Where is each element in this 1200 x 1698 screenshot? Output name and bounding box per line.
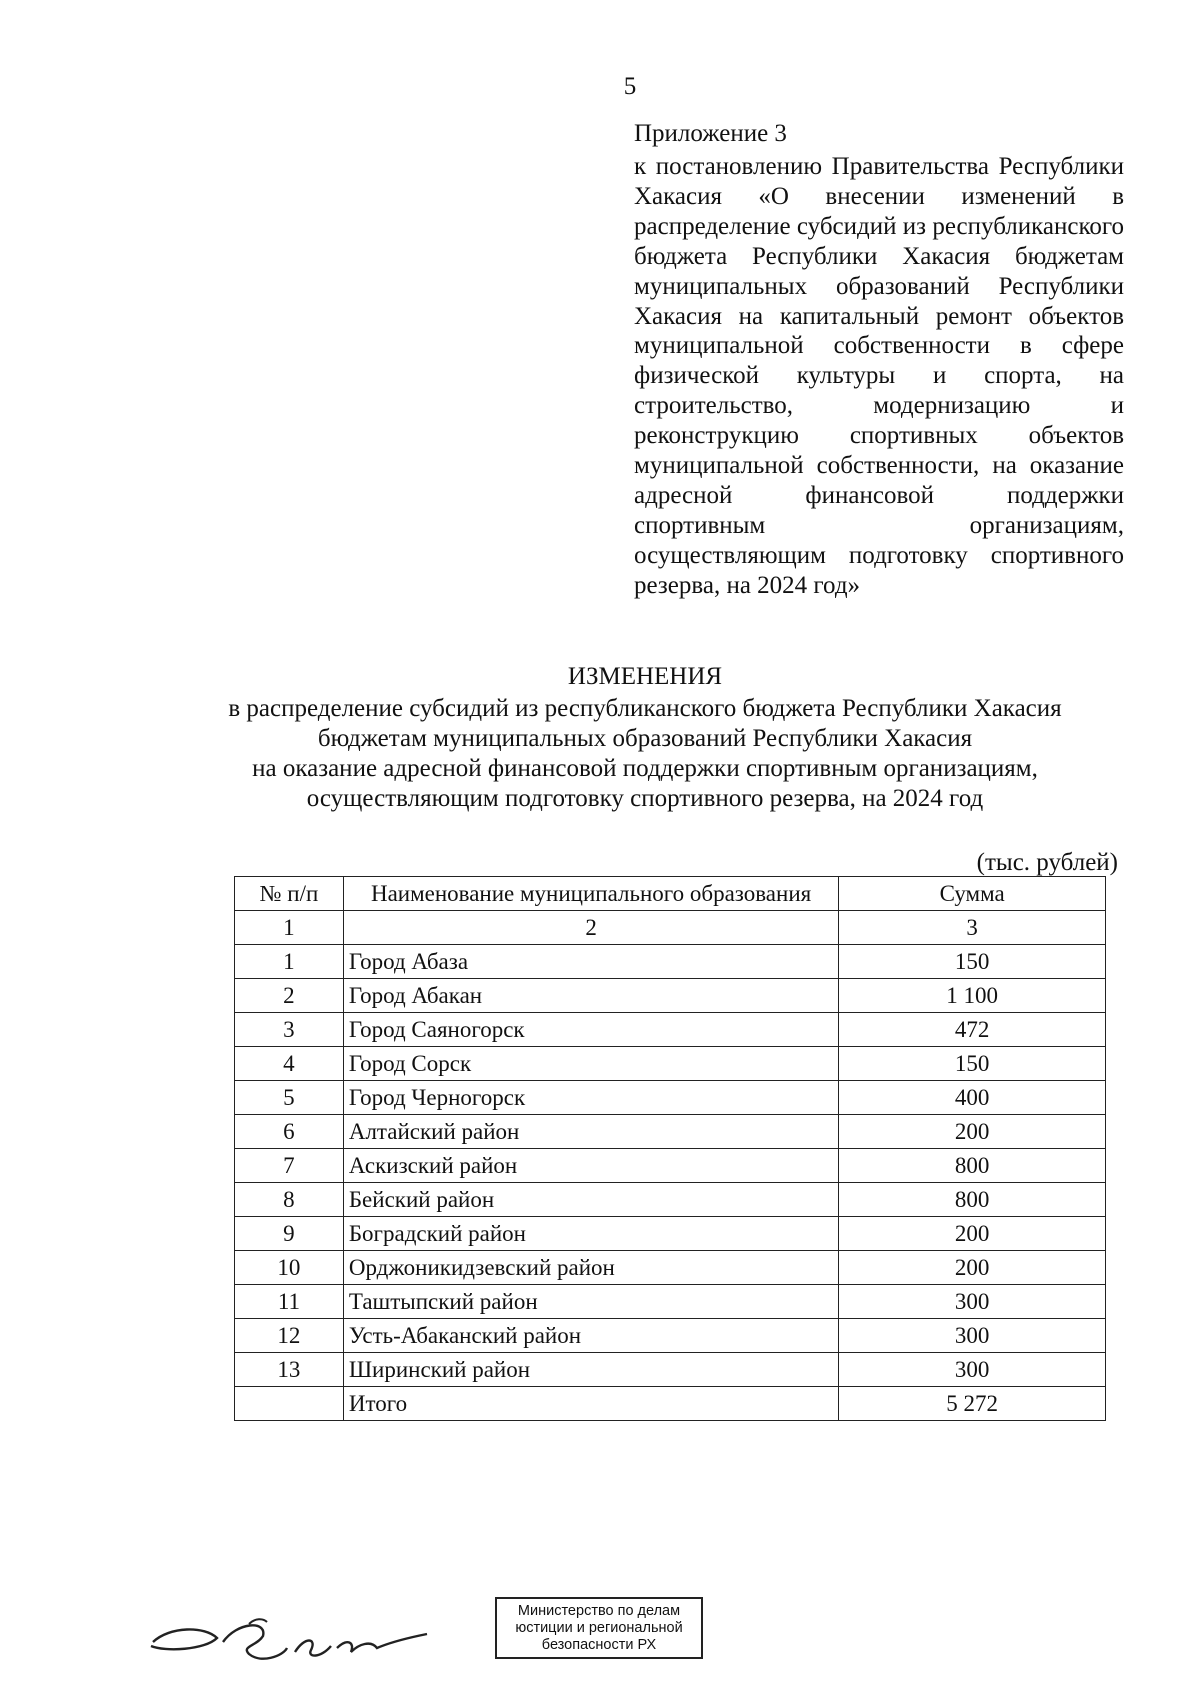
table-row bbox=[235, 1081, 1106, 1115]
row-sum: 200 bbox=[839, 1115, 1106, 1149]
row-number: 4 bbox=[235, 1047, 344, 1081]
row-name: Таштыпский район bbox=[343, 1285, 838, 1319]
row-number: 10 bbox=[235, 1251, 344, 1285]
row-name: Город Сорск bbox=[343, 1047, 838, 1081]
row-name: Орджоникидзевский район bbox=[343, 1251, 838, 1285]
heading-line: в распределение субсидий из республиканского бюджета Республики Хакасия bbox=[228, 695, 1062, 722]
units-label: (тыс. рублей) bbox=[976, 849, 1118, 876]
row-number: 5 bbox=[235, 1081, 344, 1115]
row-name: Город Абакан bbox=[343, 979, 838, 1013]
total-row bbox=[235, 1387, 1106, 1421]
row-sum: 300 bbox=[839, 1319, 1106, 1353]
row-name: Город Черногорск bbox=[343, 1081, 838, 1115]
row-number: 6 bbox=[235, 1115, 344, 1149]
column-header-number: № п/п bbox=[235, 877, 344, 911]
row-sum: 150 bbox=[839, 945, 1106, 979]
total-label: Итого bbox=[343, 1387, 838, 1421]
table-header-row bbox=[235, 877, 1106, 911]
column-header-sum: Сумма bbox=[839, 877, 1106, 911]
row-sum: 300 bbox=[839, 1353, 1106, 1387]
appendix-title: Приложение 3 bbox=[634, 120, 787, 147]
row-name: Алтайский район bbox=[343, 1115, 838, 1149]
distribution-table bbox=[234, 876, 1106, 1421]
stamp-line: юстиции и региональной bbox=[515, 1620, 683, 1636]
row-name: Город Саяногорск bbox=[343, 1013, 838, 1047]
row-number: 9 bbox=[235, 1217, 344, 1251]
column-index-row bbox=[235, 911, 1106, 945]
table-row bbox=[235, 1149, 1106, 1183]
row-sum: 400 bbox=[839, 1081, 1106, 1115]
appendix-body: к постановлению Правительства Республики Хакасия «О внесении изменений в распределение субсидий из республиканского бюджета Республики Хакасия бюджетам муниципальных образований Республики Хакасия на капитальный ремонт объектов муниципальной собственности в сфере физической культуры и спорта, на строительство, модернизацию и реконструкцию спортивных объектов муниципальной собственности, на оказание адресной финансовой поддержки спортивным организациям, осуществляющим подготовку спортивного резерва, на 2024 год» bbox=[634, 153, 1124, 599]
heading-title: ИЗМЕНЕНИЯ bbox=[567, 663, 723, 690]
table-row bbox=[235, 1047, 1106, 1081]
page-number: 5 bbox=[623, 73, 637, 100]
row-sum: 1 100 bbox=[839, 979, 1106, 1013]
table-row bbox=[235, 1251, 1106, 1285]
row-number: 2 bbox=[235, 979, 344, 1013]
row-sum: 472 bbox=[839, 1013, 1106, 1047]
table-row bbox=[235, 1353, 1106, 1387]
signature-image bbox=[145, 1612, 435, 1666]
row-number: 12 bbox=[235, 1319, 344, 1353]
table-row bbox=[235, 1319, 1106, 1353]
row-sum: 800 bbox=[839, 1149, 1106, 1183]
table-row bbox=[235, 945, 1106, 979]
table-row bbox=[235, 979, 1106, 1013]
table-row bbox=[235, 1285, 1106, 1319]
row-name: Город Абаза bbox=[343, 945, 838, 979]
row-sum: 300 bbox=[839, 1285, 1106, 1319]
table-row bbox=[235, 1217, 1106, 1251]
row-name: Бейский район bbox=[343, 1183, 838, 1217]
table-row bbox=[235, 1115, 1106, 1149]
stamp-line: Министерство по делам bbox=[517, 1603, 681, 1619]
row-number: 13 bbox=[235, 1353, 344, 1387]
row-number: 11 bbox=[235, 1285, 344, 1319]
row-sum: 800 bbox=[839, 1183, 1106, 1217]
column-header-name: Наименование муниципального образования bbox=[343, 877, 838, 911]
table-row bbox=[235, 1183, 1106, 1217]
appendix-block bbox=[634, 118, 1124, 601]
column-index-cell: 1 bbox=[235, 911, 344, 945]
row-sum: 200 bbox=[839, 1217, 1106, 1251]
row-number: 7 bbox=[235, 1149, 344, 1183]
heading-line: бюджетам муниципальных образований Республики Хакасия bbox=[317, 725, 973, 752]
row-name: Усть-Абаканский район bbox=[343, 1319, 838, 1353]
column-index-cell: 3 bbox=[839, 911, 1106, 945]
row-name: Аскизский район bbox=[343, 1149, 838, 1183]
total-sum: 5 272 bbox=[839, 1387, 1106, 1421]
stamp-line: безопасности РХ bbox=[541, 1637, 657, 1653]
row-name: Боградский район bbox=[343, 1217, 838, 1251]
row-number: 8 bbox=[235, 1183, 344, 1217]
row-sum: 200 bbox=[839, 1251, 1106, 1285]
row-name: Ширинский район bbox=[343, 1353, 838, 1387]
table-row bbox=[235, 1013, 1106, 1047]
document-heading bbox=[150, 662, 1140, 814]
row-number: 3 bbox=[235, 1013, 344, 1047]
row-number: 1 bbox=[235, 945, 344, 979]
column-index-cell: 2 bbox=[343, 911, 838, 945]
heading-line: осуществляющим подготовку спортивного резерва, на 2024 год bbox=[306, 785, 984, 812]
heading-line: на оказание адресной финансовой поддержки спортивным организациям, bbox=[252, 755, 1038, 782]
total-number bbox=[235, 1387, 344, 1421]
row-sum: 150 bbox=[839, 1047, 1106, 1081]
registration-stamp bbox=[495, 1597, 703, 1659]
